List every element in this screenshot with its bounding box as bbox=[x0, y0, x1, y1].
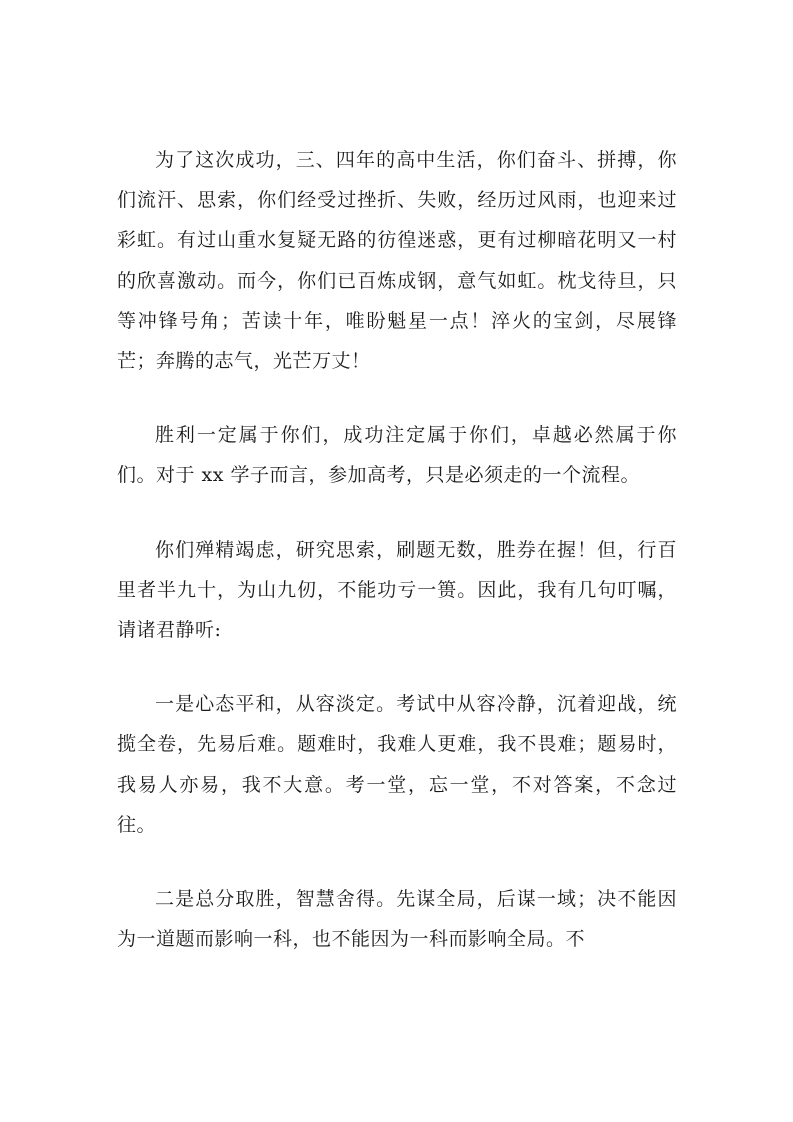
paragraph-1: 为了这次成功，三、四年的高中生活，你们奋斗、拼搏，你们流汗、思索，你们经受过挫折、失败，经历过风雨，也迎来过彩虹。有过山重水复疑无路的彷徨迷惑，更有过柳暗花明又一村的欣喜激动。而今，你们已百炼成钢，意气如虹。枕戈待旦，只等冲锋号角；苦读十年，唯盼魁星一点！淬火的宝剑，尽展锋芒；奔腾的志气，光芒万丈！ bbox=[117, 149, 677, 373]
paragraph-5: 二是总分取胜，智慧舍得。先谋全局，后谋一域；决不能因为一道题而影响一科，也不能因为一科而影响全局。不 bbox=[117, 888, 677, 951]
paragraph-4: 一是心态平和，从容淡定。考试中从容冷静，沉着迎战，统揽全卷，先易后难。题难时，我难人更难，我不畏难；题易时，我易人亦易，我不大意。考一堂，忘一堂，不对答案，不念过往。 bbox=[117, 693, 677, 836]
document-body bbox=[117, 140, 677, 993]
paragraph-3: 你们殚精竭虑，研究思索，刷题无数，胜券在握！但，行百里者半九十，为山九仞，不能功亏一篑。因此，我有几句叮嘱，请诸君静听: bbox=[117, 538, 677, 642]
paragraph-2: 胜利一定属于你们，成功注定属于你们，卓越必然属于你们。对于 xx 学子而言，参加高考，只是必须走的一个流程。 bbox=[117, 424, 677, 487]
